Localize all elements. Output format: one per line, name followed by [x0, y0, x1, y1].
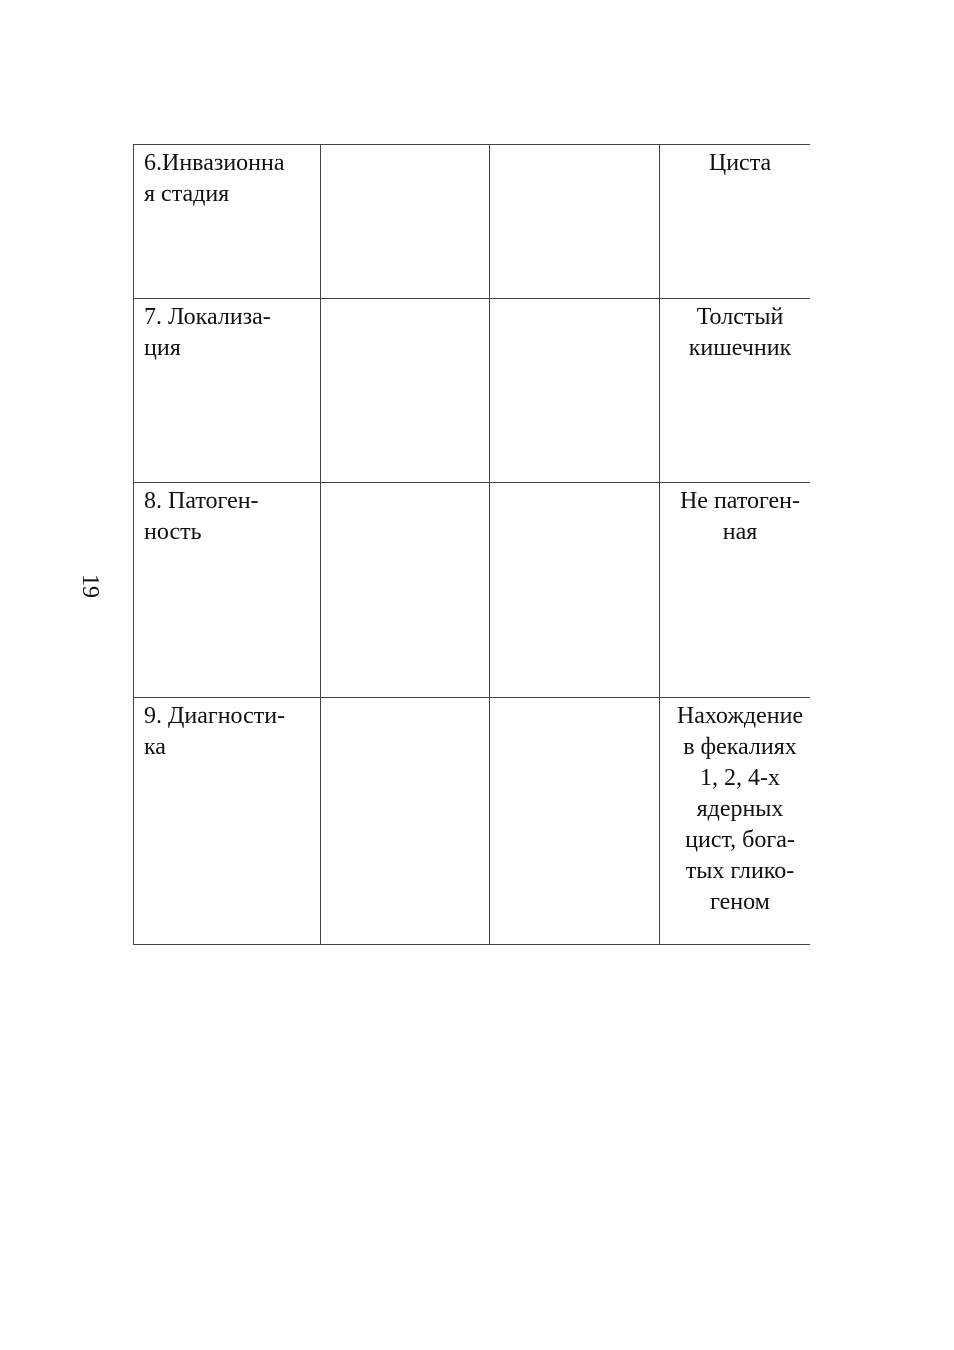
- table-row: [134, 299, 811, 483]
- table-row: [134, 145, 811, 299]
- table-row: [134, 483, 811, 698]
- value-text: Нахождение в фекалиях 1, 2, 4-х ядерных цист, бога- тых глико- геном: [676, 703, 804, 915]
- empty-cell: [490, 145, 660, 299]
- value-text: Толстый кишечник: [688, 304, 792, 361]
- table: [133, 144, 810, 945]
- empty-cell: [490, 299, 660, 483]
- empty-cell: [321, 299, 490, 483]
- empty-cell: [490, 483, 660, 698]
- parameter-cell: 6.Инвазионна я стадия: [134, 145, 321, 299]
- value-cell: [660, 483, 811, 698]
- empty-cell: [321, 483, 490, 698]
- parameter-cell: 9. Диагности- ка: [134, 698, 321, 945]
- empty-cell: [321, 145, 490, 299]
- empty-cell: [490, 698, 660, 945]
- value-cell: [660, 698, 811, 945]
- protozoa-table: [133, 144, 810, 945]
- value-text: Циста: [708, 150, 772, 176]
- parameter-cell: 8. Патоген- ность: [134, 483, 321, 698]
- empty-cell: [321, 698, 490, 945]
- value-cell: [660, 145, 811, 299]
- parameter-cell: 7. Локализа- ция: [134, 299, 321, 483]
- value-cell: [660, 299, 811, 483]
- table-row: [134, 698, 811, 945]
- page-number: 19: [77, 574, 103, 598]
- value-text: Не патоген- ная: [679, 488, 801, 545]
